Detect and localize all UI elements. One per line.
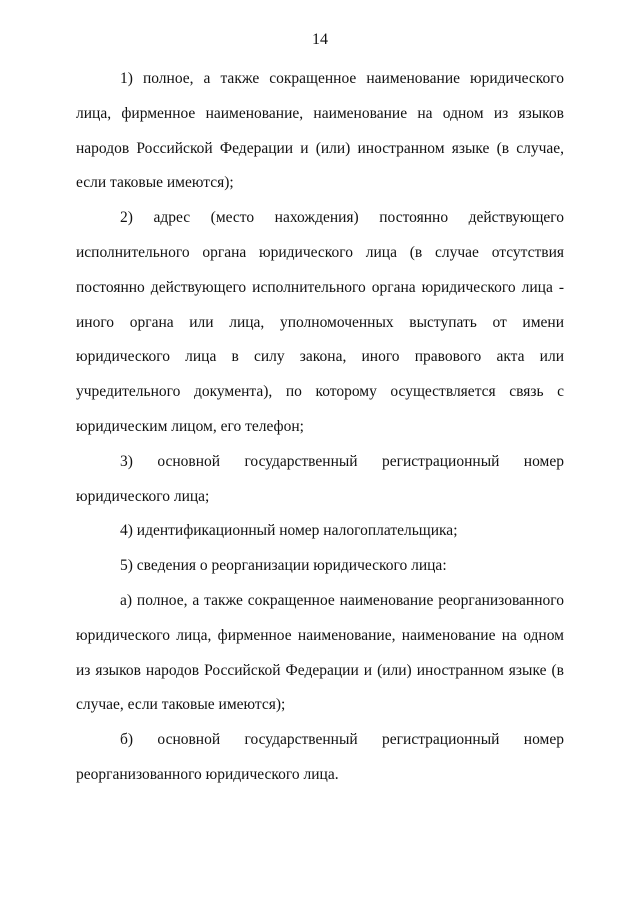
paragraph-item-3: 3) основной государственный регистрационный номер юридического лица; — [76, 452, 564, 505]
paragraph-item-5: 5) сведения о реорганизации юридического лица: — [120, 557, 447, 575]
paragraph-subitem-a: а) полное, а также сокращенное наименование реорганизованного юридического лица, фирменное наименование, наименование на одном из языков народов Российской Федерации и (или) иностранном языке (в случае, если таковые имеются); — [76, 591, 564, 714]
paragraph-item-1: 1) полное, а также сокращенное наименование юридического лица, фирменное наименование, наименование на одном из языков народов Российской Федерации и (или) иностранном языке (в случае, если таковые имеются); — [76, 70, 564, 192]
paragraph-subitem-b: б) основной государственный регистрационный номер реорганизованного юридического лица. — [76, 731, 564, 783]
paragraph-item-4: 4) идентификационный номер налогоплательщика; — [120, 522, 458, 540]
document-body — [76, 62, 564, 793]
paragraph-item-2: 2) адрес (место нахождения) постоянно действующего исполнительного органа юридического лица (в случае отсутствия постоянно действующего исполнительного органа юридического лица - иного органа или лица, уполномоченных выступать от имени юридического лица в силу закона, иного правового акта или учредительного документа), по которому осуществляется связь с юридическим лицом, его телефон; — [76, 209, 564, 435]
page-number: 14 — [312, 31, 328, 48]
